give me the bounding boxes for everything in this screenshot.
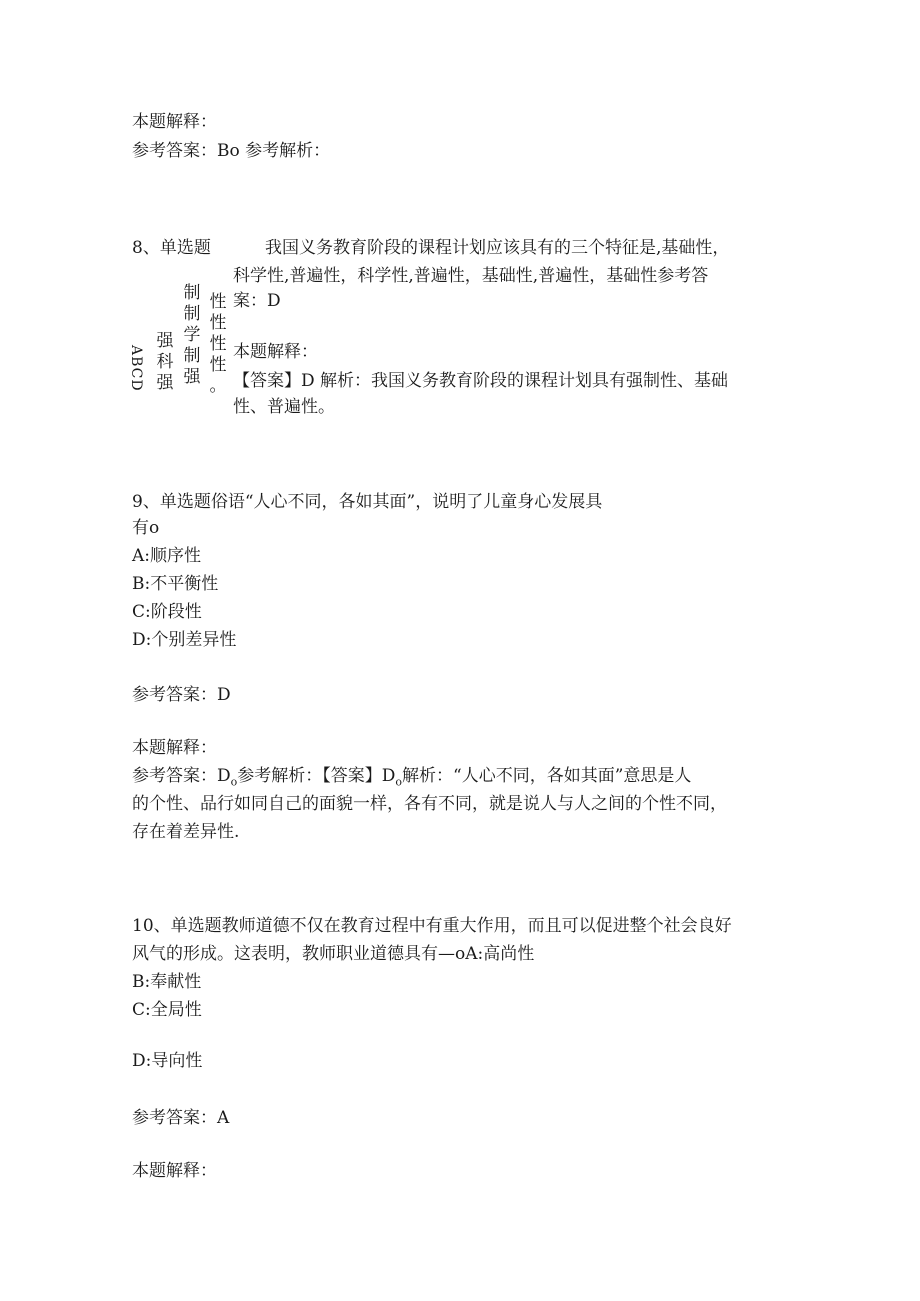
- vchar: 性: [209, 313, 227, 333]
- q8-analysis-line2: 性、普遍性。: [233, 397, 335, 417]
- vchar: 。: [209, 376, 227, 396]
- q9-stem-line2: 有o: [132, 518, 160, 538]
- q9-analysis-text: 解析：“人心不同，各如其面”意思是人: [402, 766, 692, 786]
- q10-stem-line2: 风气的形成。这表明，教师职业道德具有—oA:高尚性: [132, 944, 535, 964]
- vchar: 性: [209, 334, 227, 354]
- q10-explain-label: 本题解释：: [132, 1161, 217, 1181]
- q9-analysis-line1: [132, 762, 691, 790]
- q10-stem-line1: 10、单选题教师道德不仅在教育过程中有重大作用，而且可以促进整个社会良好: [132, 916, 732, 936]
- vchar: 强: [156, 331, 174, 351]
- q8-stem-line1: 我国义务教育阶段的课程计划应该具有的三个特征是,基础性，: [265, 238, 730, 258]
- vchar: 性: [209, 292, 227, 312]
- q8-vertical-column-3: [208, 292, 228, 397]
- q8-analysis-line1: 【答案】D 解析：我国义务教育阶段的课程计划具有强制性、基础: [233, 371, 729, 391]
- q9-analysis-answer-tag: 参考解析：【答案】D: [237, 766, 396, 786]
- subscript-mark: o: [395, 775, 403, 789]
- q10-option-b: B:奉献性: [132, 972, 202, 992]
- vchar: 强: [156, 373, 174, 393]
- q9-option-b: B:不平衡性: [132, 574, 219, 594]
- q9-analysis-answer: 参考答案：D: [132, 766, 231, 786]
- q9-analysis-line3: 存在着差异性.: [132, 822, 240, 842]
- q8-stem-line2: 科学性,普遍性，科学性,普遍性，基础性,普遍性，基础性参考答: [233, 266, 709, 286]
- q8-vertical-column-1: [155, 331, 175, 394]
- q9-analysis-line2: 的个性、品行如同自己的面貌一样，各有不同，就是说人与人之间的个性不同，: [132, 794, 727, 814]
- q10-option-c: C:全局性: [132, 1000, 202, 1020]
- prev-explain-label: 本题解释：: [132, 112, 217, 132]
- q8-heading: 8、单选题: [132, 238, 211, 258]
- q9-stem-line1: 9、单选题俗语“人心不同，各如其面”，说明了儿童身心发展具: [132, 492, 603, 512]
- subscript-mark: o: [230, 775, 238, 789]
- q9-explain-label: 本题解释：: [132, 738, 217, 758]
- vchar: 制: [183, 283, 201, 303]
- vchar: 学: [183, 325, 201, 345]
- q9-option-a: A:顺序性: [132, 546, 202, 566]
- q9-answer: 参考答案：D: [132, 685, 231, 705]
- vchar: 科: [156, 352, 174, 372]
- vchar: 强: [183, 367, 201, 387]
- vchar: 制: [183, 346, 201, 366]
- q8-option-letters-rotated: ABCD: [128, 345, 144, 392]
- q9-option-c: C:阶段性: [132, 602, 202, 622]
- prev-answer-line: 参考答案：Bo 参考解析：: [132, 141, 331, 161]
- q8-vertical-column-2: [182, 283, 202, 388]
- vchar: 性: [209, 355, 227, 375]
- q10-answer: 参考答案：A: [132, 1108, 230, 1128]
- q8-explain-label: 本题解释：: [233, 342, 318, 362]
- q8-stem-line3: 案：D: [233, 291, 281, 311]
- q10-option-d: D:导向性: [132, 1051, 203, 1071]
- q9-option-d: D:个别差异性: [132, 630, 237, 650]
- vchar: 制: [183, 304, 201, 324]
